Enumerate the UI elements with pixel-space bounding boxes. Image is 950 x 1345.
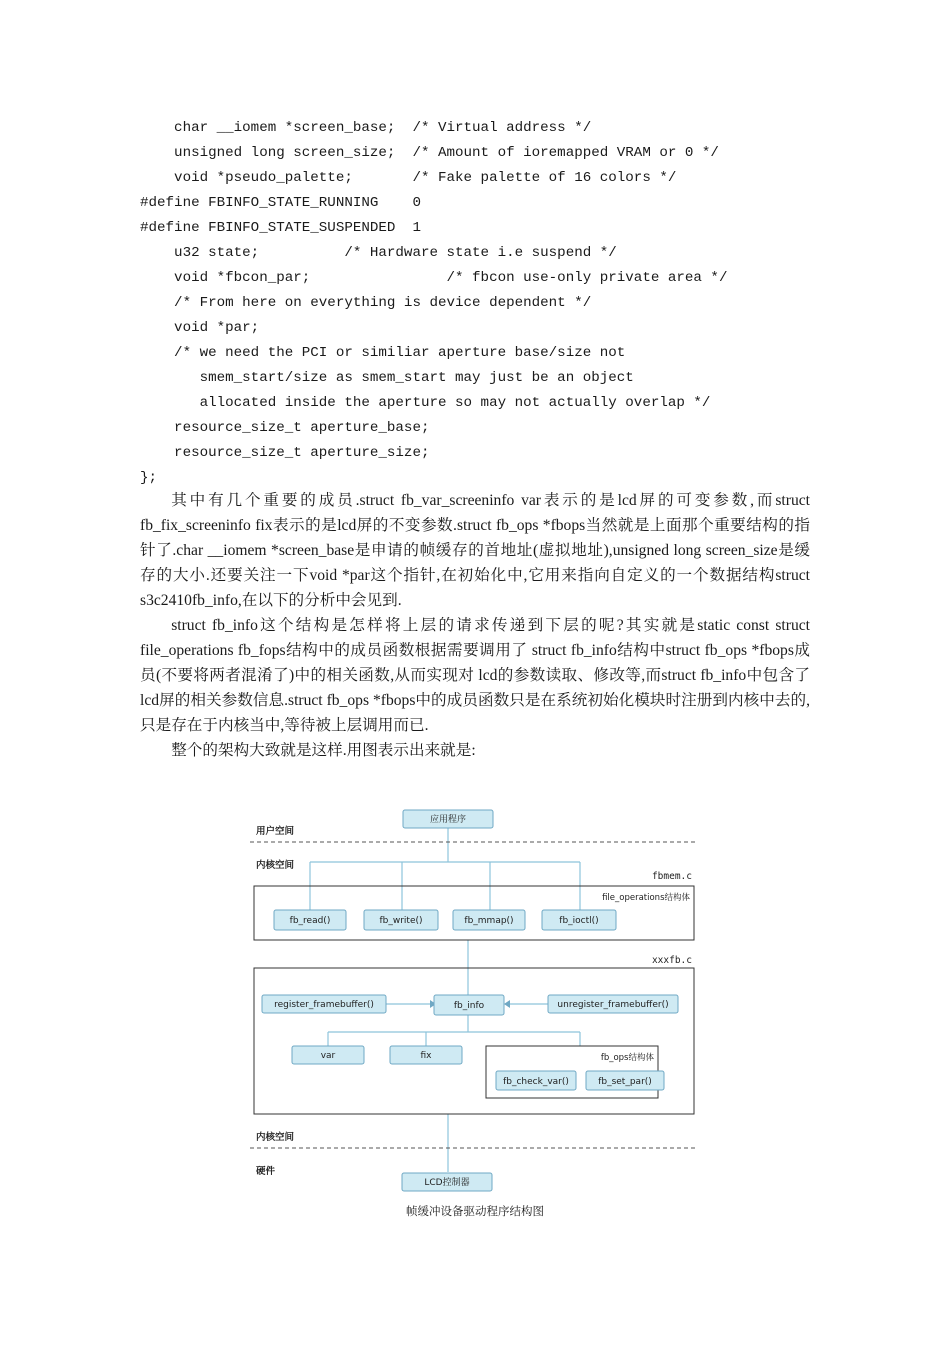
code-line: /* we need the PCI or similiar aperture base/size not — [140, 345, 626, 361]
svg-text:fb_info: fb_info — [453, 1001, 485, 1011]
fb-ops-label: fb_ops结构体 — [600, 1053, 654, 1063]
fop-read-box — [274, 910, 346, 930]
code-line: resource_size_t aperture_size; — [140, 445, 430, 461]
diagram-caption: 帧缓冲设备驱动程序结构图 — [406, 1204, 544, 1218]
unregister-framebuffer-box — [548, 995, 678, 1013]
fop-write-box — [364, 910, 438, 930]
paragraph-3: 整个的架构大致就是这样.用图表示出来就是: — [171, 742, 476, 759]
code-line: void *par; — [140, 320, 260, 336]
svg-text:fb_write(): fb_write() — [379, 916, 423, 926]
hardware-label: 硬件 — [256, 1166, 276, 1177]
svg-text:fb_check_var(): fb_check_var() — [503, 1077, 569, 1087]
app-box — [403, 810, 493, 828]
var-box — [292, 1046, 364, 1064]
kernel-space-label-top: 内核空间 — [256, 860, 295, 871]
code-line: void *fbcon_par; /* fbcon use-only private area */ — [140, 270, 728, 286]
xxxfb-filename: xxxfb.c — [651, 955, 692, 966]
kernel-space-label-bottom: 内核空间 — [256, 1132, 295, 1143]
code-line: #define FBINFO_STATE_RUNNING 0 — [140, 195, 421, 211]
register-framebuffer-box — [262, 995, 386, 1013]
svg-text:unregister_framebuffer(): unregister_framebuffer() — [557, 1000, 669, 1010]
fbmem-filename: fbmem.c — [651, 871, 692, 882]
svg-text:应用程序: 应用程序 — [429, 815, 467, 825]
code-line: unsigned long screen_size; /* Amount of ioremapped VRAM or 0 */ — [140, 145, 719, 161]
code-block — [140, 116, 840, 491]
code-line: #define FBINFO_STATE_SUSPENDED 1 — [140, 220, 421, 236]
code-line: }; — [140, 470, 158, 486]
file-operations-label: file_operations结构体 — [602, 893, 690, 903]
paragraph-1: 其中有几个重要的成员.struct fb_var_screeninfo var表示的是lcd屏的可变参数,而struct fb_fix_screeninfo fix表示的是lcd屏的不变参数.struct fb_ops *fbops当然就是上面那个重要结构的指针了.char __iomem *screen_base是申请的帧缓存的首地址(虚拟地址),unsigned long screen_size是缓存的大小.还要关注一下void *par这个指针,在初始化中,它用来指向自定义的一个数据结构struct s3c2410fb_info,在以下的分析中会见到. — [140, 492, 810, 609]
svg-text:fb_set_par(): fb_set_par() — [598, 1077, 652, 1087]
fop-mmap-box — [453, 910, 525, 930]
svg-text:LCD控制器: LCD控制器 — [424, 1178, 470, 1188]
code-line: /* From here on everything is device dependent */ — [140, 295, 592, 311]
fb-set-par-box — [586, 1071, 664, 1090]
fb-info-box — [434, 995, 504, 1015]
fb-check-var-box — [496, 1071, 576, 1090]
lcd-controller-box — [402, 1173, 492, 1191]
code-line: u32 state; /* Hardware state i.e suspend */ — [140, 245, 617, 261]
svg-text:register_framebuffer(): register_framebuffer() — [274, 1000, 374, 1010]
svg-text:fb_ioctl(): fb_ioctl() — [559, 916, 599, 926]
prose — [140, 488, 810, 763]
code-line: allocated inside the aperture so may not actually overlap */ — [140, 395, 711, 411]
fix-box — [390, 1046, 462, 1064]
svg-text:fb_mmap(): fb_mmap() — [464, 916, 514, 926]
code-line: char __iomem *screen_base; /* Virtual address */ — [140, 120, 592, 136]
code-line: resource_size_t aperture_base; — [140, 420, 430, 436]
user-space-label: 用户空间 — [256, 826, 295, 837]
code-line: smem_start/size as smem_start may just be an object — [140, 370, 634, 386]
svg-text:var: var — [320, 1051, 336, 1061]
code-line: void *pseudo_palette; /* Fake palette of 16 colors */ — [140, 170, 677, 186]
fop-ioctl-box — [542, 910, 616, 930]
framebuffer-architecture-diagram — [240, 800, 710, 1200]
paragraph-2: struct fb_info这个结构是怎样将上层的请求传递到下层的呢?其实就是static const struct file_operations fb_fops结构中的成员函数根据需要调用了 struct fb_info结构中struct fb_ops *fbops成员(不要将两者混淆了)中的相关函数,从而实现对 lcd的参数读取、修改等,而struct fb_info中包含了 lcd屏的相关参数信息.struct fb_ops *fbops中的成员函数只是在系统初始化模块时注册到内核中去的,只是存在于内核当中,等待被上层调用而已. — [140, 617, 810, 734]
svg-text:fb_read(): fb_read() — [289, 916, 331, 926]
svg-text:fix: fix — [420, 1051, 432, 1061]
